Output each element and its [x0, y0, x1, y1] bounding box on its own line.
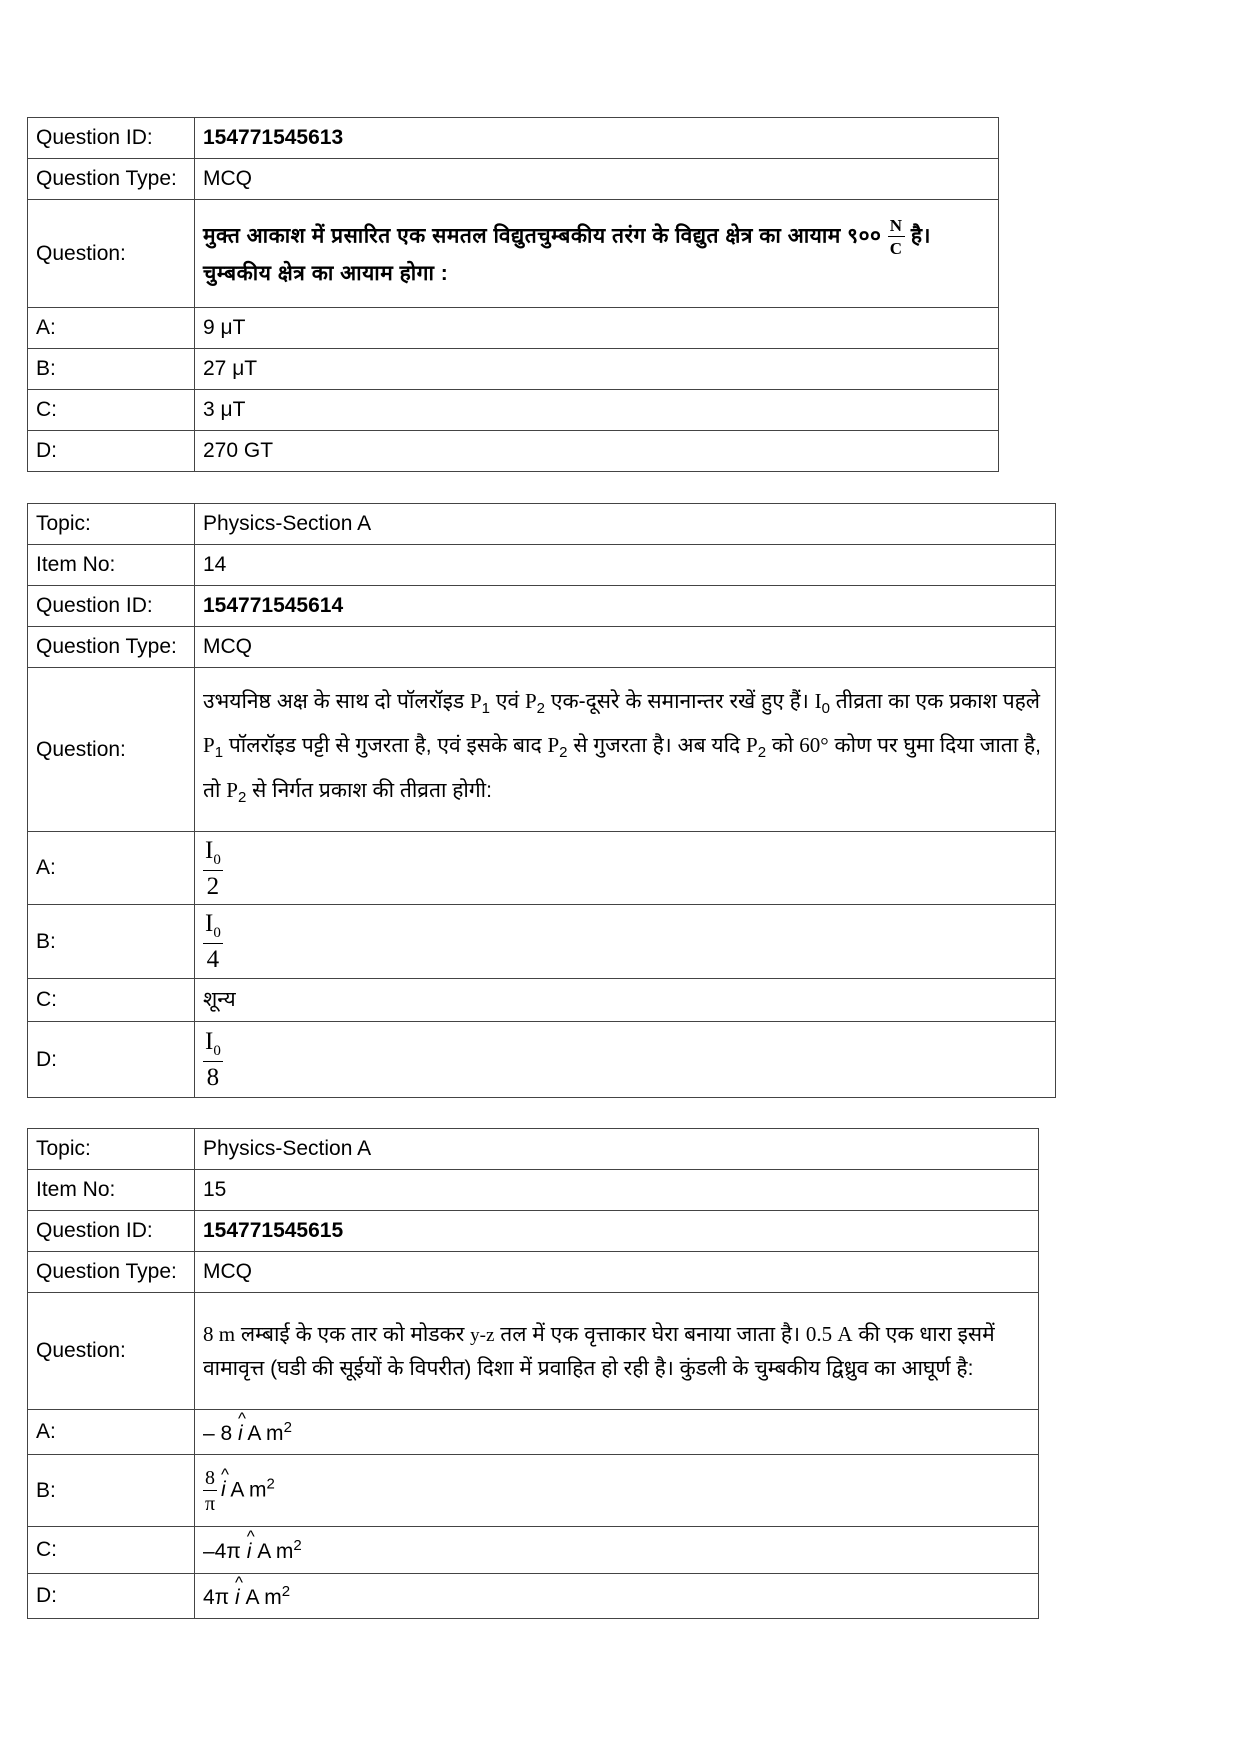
option-c-label: C:	[28, 979, 195, 1022]
symbol-i: I	[205, 1028, 214, 1055]
denominator: 2	[206, 872, 220, 900]
unit-numerator: N	[889, 215, 903, 235]
question-text	[195, 1293, 1039, 1410]
question-id-label: Question ID:	[28, 118, 195, 159]
text-fragment: एक-दूसरे के समानान्तर रखें हुए हैं।	[545, 690, 815, 714]
superscript: 2	[293, 1536, 302, 1554]
option-a-value	[195, 832, 1056, 905]
subscript: 2	[757, 744, 767, 762]
option-d-label: D:	[28, 431, 195, 472]
unit-vector-i: ^ i	[238, 1422, 243, 1446]
subscript: 1	[214, 744, 224, 762]
question-type-label: Question Type:	[28, 159, 195, 200]
numerator	[203, 1029, 223, 1062]
text-fragment: तल में एक वृत्ताकार घेरा बनाया जाता है।	[494, 1322, 806, 1346]
symbol-i: I	[814, 689, 822, 714]
topic-value: Physics-Section A	[195, 1129, 1039, 1170]
question-id-value: 154771545615	[195, 1211, 1039, 1252]
subscript: 2	[237, 788, 247, 806]
unit: A m	[239, 1585, 282, 1609]
symbol-p: P	[203, 733, 215, 758]
option-c-value	[195, 1527, 1039, 1574]
question-15-table	[27, 1128, 1039, 1619]
subscript: 2	[559, 744, 568, 762]
subscript: 0	[213, 925, 221, 941]
question-id-label: Question ID:	[28, 1211, 195, 1252]
option-b-value	[195, 905, 1056, 979]
option-b-label: B:	[28, 1455, 195, 1527]
angle-value: 60°	[799, 733, 829, 758]
question-label: Question:	[28, 1293, 195, 1410]
text-fragment: तीव्रता का एक प्रकाश पहले	[829, 690, 1041, 714]
topic-value: Physics-Section A	[195, 504, 1056, 545]
option-d-label: D:	[28, 1574, 195, 1619]
option-a-label: A:	[28, 308, 195, 349]
fraction	[203, 838, 223, 899]
question-14-table	[27, 503, 1056, 1098]
question-type-value: MCQ	[195, 159, 999, 200]
option-b-label: B:	[28, 349, 195, 390]
item-no-label: Item No:	[28, 1170, 195, 1211]
symbol-p: P	[226, 777, 238, 802]
superscript: 2	[266, 1475, 275, 1493]
subscript: 2	[536, 700, 546, 718]
plane-label: y-z	[470, 1324, 495, 1346]
symbol-i: I	[205, 910, 214, 937]
symbol-p: P	[469, 689, 482, 714]
option-a-value: 9 μT	[195, 308, 999, 349]
text-fragment: लम्बाई के एक तार को मोडकर	[235, 1322, 471, 1346]
fraction	[203, 1029, 223, 1090]
question-text-part1: मुक्त आकाश में प्रसारित एक समतल विद्युतचुम्बकीय तरंग के विद्युत क्षेत्र का आयाम ९००	[203, 224, 888, 248]
numerator: 8	[205, 1466, 215, 1489]
coefficient: –4π	[203, 1539, 247, 1563]
superscript: 2	[283, 1418, 292, 1436]
option-c-label: C:	[28, 390, 195, 431]
denominator: 8	[206, 1064, 220, 1091]
text-fragment: से गुजरता है। अब यदि	[567, 734, 747, 758]
option-c-value: शून्य	[195, 979, 1056, 1022]
symbol-p: P	[746, 733, 758, 758]
question-text	[195, 668, 1056, 832]
fraction	[203, 911, 223, 972]
unit-vector-i: ^ i	[247, 1540, 252, 1564]
unit: A m	[251, 1539, 294, 1563]
length-value: 8 m	[203, 1321, 236, 1346]
coefficient: 4π	[203, 1585, 236, 1609]
text-fragment: पॉलरॉइड पट्टी से गुजरता है, एवं इसके बाद	[223, 734, 548, 758]
option-a-label: A:	[28, 832, 195, 905]
option-d-value	[195, 1022, 1056, 1098]
question-type-value: MCQ	[195, 1252, 1039, 1293]
item-no-value: 15	[195, 1170, 1039, 1211]
fraction	[203, 1468, 217, 1514]
option-d-label: D:	[28, 1022, 195, 1098]
denominator: 4	[206, 946, 220, 973]
symbol-i: I	[205, 836, 214, 864]
unit: A m	[242, 1421, 284, 1445]
unit-vector-i: ^ i	[221, 1478, 226, 1502]
question-type-value: MCQ	[195, 627, 1056, 668]
item-no-value: 14	[195, 545, 1056, 586]
option-b-value: 27 μT	[195, 349, 999, 390]
option-c-value: 3 μT	[195, 390, 999, 431]
denominator: π	[204, 1492, 216, 1515]
question-id-label: Question ID:	[28, 586, 195, 627]
option-a-value	[195, 1410, 1039, 1455]
question-text	[195, 200, 999, 308]
text-fragment: को	[766, 734, 800, 758]
question-13-table	[27, 117, 999, 472]
subscript: 0	[213, 851, 221, 868]
unit: A m	[225, 1478, 267, 1502]
option-d-value: 270 GT	[195, 431, 999, 472]
numerator	[203, 838, 223, 871]
question-type-label: Question Type:	[28, 1252, 195, 1293]
item-no-label: Item No:	[28, 545, 195, 586]
coefficient: – 8	[203, 1421, 239, 1445]
option-c-label: C:	[28, 1527, 195, 1574]
option-b-label: B:	[28, 905, 195, 979]
option-b-value	[195, 1455, 1039, 1527]
question-id-value: 154771545613	[195, 118, 999, 159]
unit-vector-i: ^ i	[235, 1586, 240, 1610]
current-value: 0.5 A	[805, 1321, 853, 1346]
unit-fraction	[888, 217, 905, 257]
question-label: Question:	[28, 200, 195, 308]
text-fragment: कोण पर घुमा दिया जाता है, तो	[203, 734, 1042, 802]
text-fragment: की एक धारा इसमें वामावृत्त (घडी की सूईयों के विपरीत) दिशा में प्रवाहित हो रही है। कुंडली के चुम्बकीय द्विध्रुव का आघूर्ण है:	[203, 1322, 995, 1380]
superscript: 2	[281, 1582, 291, 1600]
topic-label: Topic:	[28, 1129, 195, 1170]
question-label: Question:	[28, 668, 195, 832]
symbol-p: P	[524, 689, 537, 714]
text-fragment: एवं	[490, 690, 525, 714]
numerator	[203, 911, 223, 944]
topic-label: Topic:	[28, 504, 195, 545]
subscript: 0	[213, 1043, 221, 1059]
subscript: 1	[481, 700, 491, 718]
unit-denominator: C	[889, 238, 903, 258]
subscript: 0	[821, 700, 830, 718]
question-type-label: Question Type:	[28, 627, 195, 668]
question-text-part2: है। चुम्बकीय क्षेत्र का आयाम होगा :	[203, 224, 932, 285]
text-fragment: उभयनिष्ठ अक्ष के साथ दो पॉलरॉइड	[203, 690, 470, 714]
option-d-value	[195, 1574, 1039, 1619]
text-fragment: से निर्गत प्रकाश की तीव्रता होगी:	[246, 778, 492, 802]
question-id-value: 154771545614	[195, 586, 1056, 627]
option-a-label: A:	[28, 1410, 195, 1455]
symbol-p: P	[547, 733, 560, 758]
